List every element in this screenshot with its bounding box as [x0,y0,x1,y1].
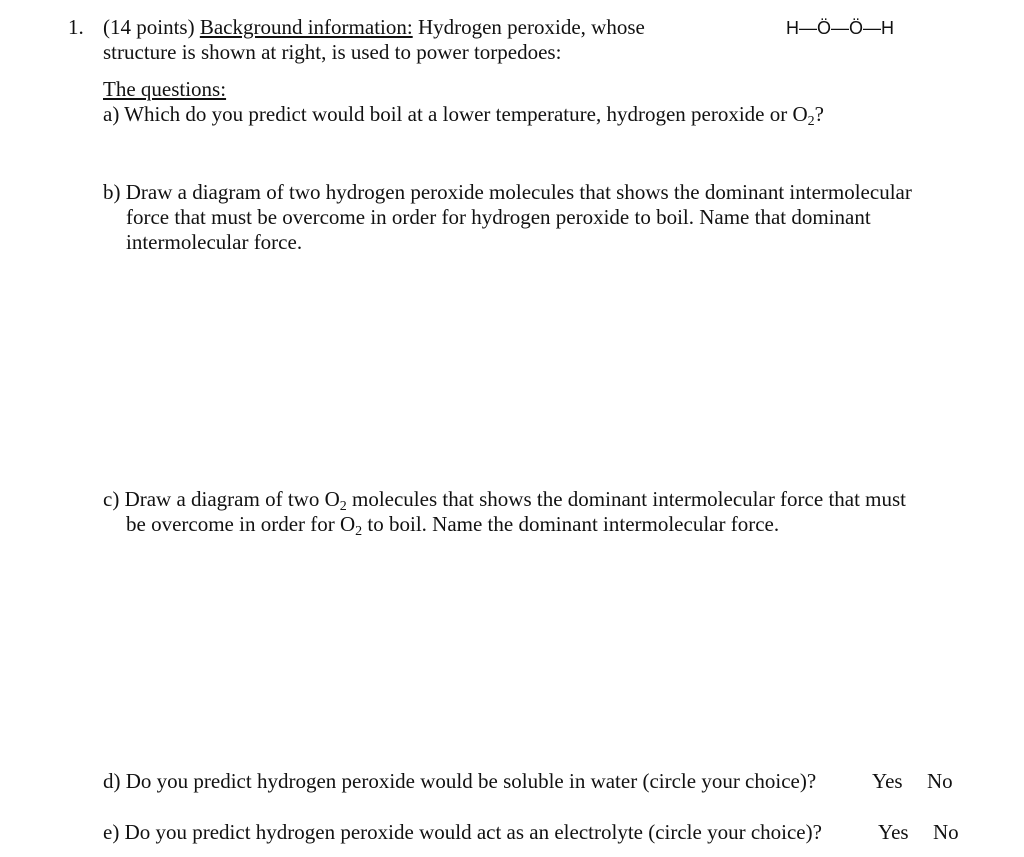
subscript: 2 [355,524,363,539]
part-c-text-3: be overcome in order for O [126,512,356,536]
part-e-text: e) Do you predict hydrogen peroxide would act as an electrolyte (circle your choice)? [103,820,822,844]
part-b-line-2: force that must be overcome in order for hydrogen peroxide to boil. Name that dominant [126,205,871,229]
part-d-no-choice[interactable]: No [927,769,953,793]
part-e-yes-choice[interactable]: Yes [878,820,909,844]
part-c-text-2: molecules that shows the dominant intermolecular force that must [346,487,907,511]
part-b-line-1: b) Draw a diagram of two hydrogen peroxide molecules that shows the dominant intermolecular [103,180,912,204]
background-text: Hydrogen peroxide, whose [417,15,645,39]
part-d-yes-choice[interactable]: Yes [872,769,903,793]
part-e-no-choice[interactable]: No [933,820,959,844]
part-a-end: ? [814,102,824,126]
subscript: 2 [339,499,347,514]
part-c-line-1 [103,487,906,512]
bond: — [831,18,850,38]
oxygen-atom: Ö [817,18,832,38]
hydrogen-atom: H [881,18,895,38]
points-label: (14 points) [103,15,195,39]
oxygen-atom: Ö [849,18,864,38]
part-a [103,102,824,127]
part-b-line-3: intermolecular force. [126,230,303,254]
question-number: 1. [68,15,84,39]
part-c-text-1: c) Draw a diagram of two O [103,487,340,511]
part-d [103,769,816,794]
questions-heading: The questions: [103,77,227,101]
subscript: 2 [807,114,815,129]
hydrogen-atom: H [786,18,799,38]
bond: — [863,18,882,38]
background-text-cont: structure is shown at right, is used to power torpedoes: [103,40,562,64]
part-c-line-2 [126,512,779,537]
part-d-text: d) Do you predict hydrogen peroxide would be soluble in water (circle your choice)? [103,769,817,793]
part-e [103,820,822,845]
part-a-text: a) Which do you predict would boil at a lower temperature, hydrogen peroxide or O [103,102,808,126]
bond: — [799,18,817,38]
hydrogen-peroxide-structure [786,18,894,39]
part-c-text-4: to boil. Name the dominant intermolecular force. [362,512,780,536]
background-label: Background information: [199,15,413,39]
question-header [103,15,645,40]
